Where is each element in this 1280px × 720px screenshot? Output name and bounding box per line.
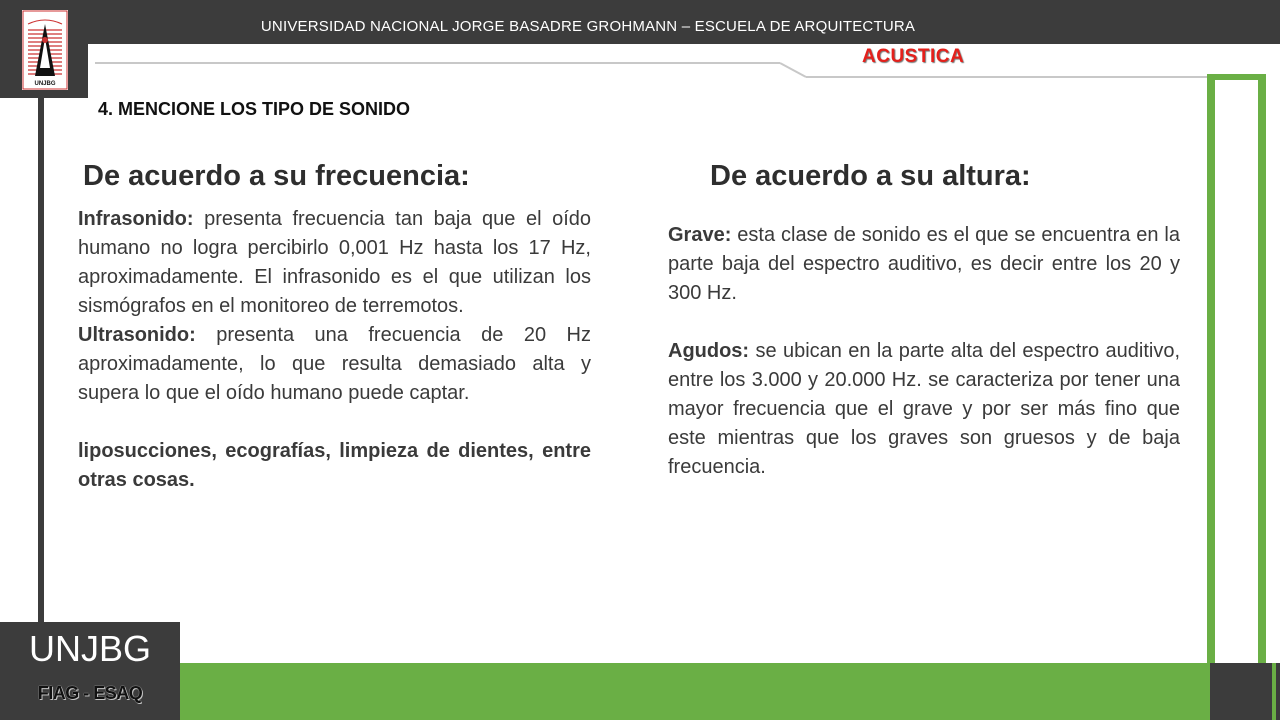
course-name: ACUSTICA [862, 46, 965, 67]
infrasonido-label: Infrasonido: [78, 208, 194, 230]
footer-badge-title: UNJBG [28, 628, 151, 669]
footer-badge-subtitle: FIAG - ESAQ [37, 683, 143, 703]
left-vertical-rule [38, 98, 44, 624]
header-divider-lines [0, 0, 1280, 100]
agudos-paragraph [668, 337, 1180, 482]
frequency-column [78, 205, 591, 495]
infrasonido-text: presenta frecuencia tan baja que el oído humano no logra percibirlo 0,001 Hz hasta los 17 Hz, aproximadamente. El infrasonido es el que utilizan los sismógrafos en el monitoreo de terremotos. [78, 208, 591, 317]
grave-text: esta clase de sonido es el que se encuentra en la parte baja del espectro auditivo, es decir entre los 20 y 300 Hz. [668, 224, 1180, 304]
grave-paragraph [668, 221, 1180, 308]
university-title: UNIVERSIDAD NACIONAL JORGE BASADRE GROHMANN – ESCUELA DE ARQUITECTURA [260, 18, 916, 35]
footer-dark-block [1210, 663, 1272, 720]
grave-label: Grave: [668, 224, 732, 246]
ultrasonido-uses: liposucciones, ecografías, limpieza de dientes, entre otras cosas. [78, 440, 591, 491]
agudos-label: Agudos: [668, 340, 750, 362]
ultrasonido-label: Ultrasonido: [78, 324, 196, 346]
right-heading: De acuerdo a su altura: [710, 160, 1031, 192]
question-title: 4. MENCIONE LOS TIPO DE SONIDO [98, 99, 411, 119]
left-heading: De acuerdo a su frecuencia: [83, 160, 470, 192]
svg-text:UNJBG: UNJBG [34, 81, 56, 87]
footer-dark-edge [1276, 663, 1280, 720]
height-column [668, 221, 1180, 482]
footer-green-bar [180, 663, 1280, 720]
ultrasonido-paragraph [78, 321, 591, 408]
infrasonido-paragraph [78, 205, 591, 321]
agudos-text: se ubican en la parte alta del espectro auditivo, entre los 3.000 y 20.000 Hz. se caracteriza por tener una mayor frecuencia que el grave y por ser más fino que este mientras que los graves son gruesos y de baja frecuencia. [668, 340, 1180, 478]
ultrasonido-text: presenta una frecuencia de 20 Hz aproximadamente, lo que resulta demasiado alta y supera lo que el oído humano puede captar. [78, 324, 591, 404]
right-green-frame [1207, 74, 1266, 670]
